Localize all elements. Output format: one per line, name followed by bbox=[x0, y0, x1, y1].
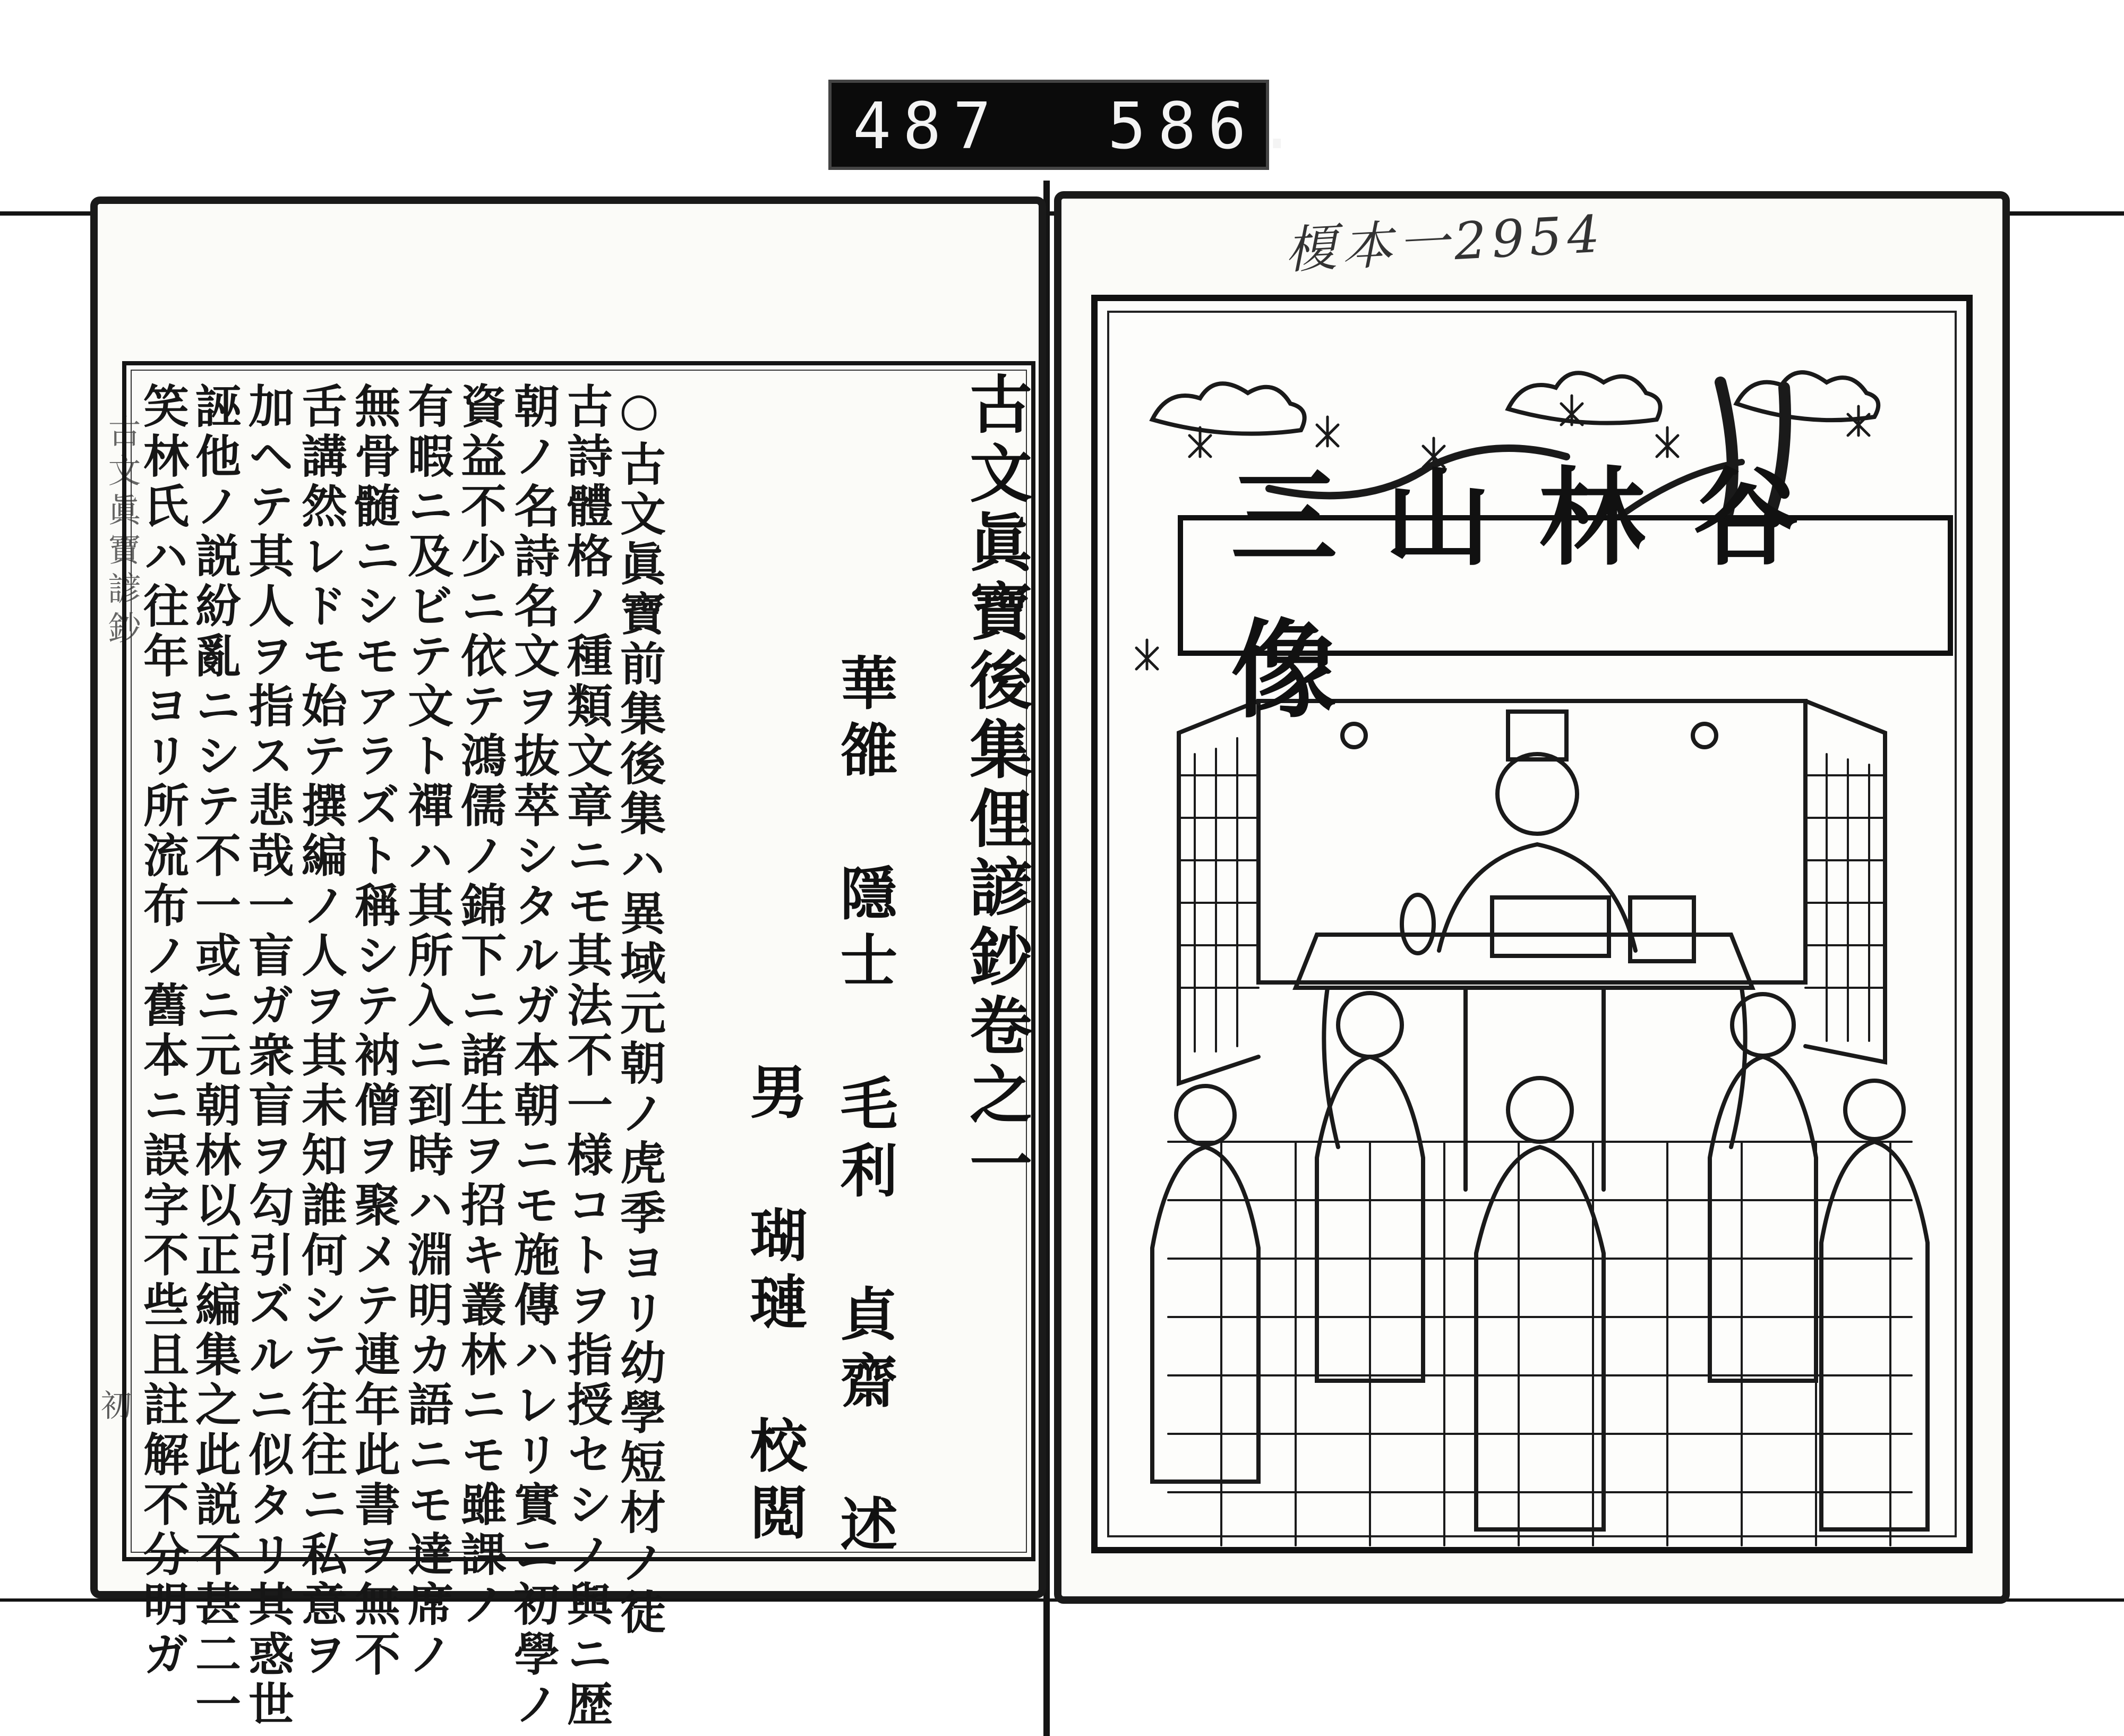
text-column: 朝ノ名詩名文ヲ抜萃シタルガ本朝ニモ施傳ハレリ實ニ初學ノ bbox=[506, 382, 560, 1730]
catalog-number-left: 487 bbox=[853, 90, 1003, 164]
tiled-floor bbox=[1168, 1142, 1912, 1545]
handwritten-shelfmark: 榎本一2954 bbox=[1283, 204, 1607, 280]
scholar-figure bbox=[1439, 712, 1635, 1190]
spine-title: 古文眞寶諺鈔 bbox=[102, 414, 141, 650]
text-column: 加ヘテ其人ヲ指ス悲哉一盲ガ衆盲ヲ勾引ズルニ似タリ其惑世 bbox=[241, 382, 294, 1730]
portrait-title-plaque bbox=[1178, 455, 1953, 733]
text-column: 笑林氏ハ往年ヨリ所流布ノ舊本ニ誤字不些且註解不分明ガ bbox=[135, 382, 189, 1680]
text-column: 資益不少ニ依テ鴻儒ノ錦下ニ諸生ヲ招キ叢林ニモ雖課ノ bbox=[453, 382, 507, 1630]
text-column: 有暇ニ及ビテ文ト禪ハ其所入ニ到時ハ淵明カ語ニモ達席ノ bbox=[400, 382, 453, 1680]
writing-desk bbox=[1296, 895, 1752, 1147]
cloud-icon bbox=[1152, 372, 1878, 433]
book-title: 古文眞寶後集俚諺鈔卷之一 bbox=[959, 372, 1033, 1200]
text-column: 舌講然レドモ始テ撰編ノ人ヲ其未知誰何シテ往往ニ私意ヲ bbox=[294, 382, 347, 1680]
author-credit: 華雒 隱士 毛利 貞齋 述 bbox=[830, 653, 897, 1561]
spine-mark: 初 bbox=[101, 1388, 132, 1424]
student-figures bbox=[1152, 993, 1928, 1529]
portrait-title: 三山林谷像 bbox=[1231, 455, 1847, 733]
text-column: 誣他ノ説紛亂ニシテ不一或ニ元朝林以正編集之此説不甚二一 bbox=[187, 382, 241, 1730]
catalog-label bbox=[828, 80, 1308, 170]
catalog-number-right: 586. bbox=[1108, 90, 1308, 164]
editor-credit: 男 瑚璉 校閲 bbox=[740, 1062, 807, 1550]
text-column: 無骨髄ニシモアラズト稱シテ衲僧ヲ聚メテ連年此書ヲ無不 bbox=[347, 382, 400, 1680]
text-column: ○古文眞寶前集後集ハ異域元朝ノ虎季ヨリ幼學短材ノ徒 bbox=[612, 382, 666, 1638]
text-column: 古詩體格ノ種類文章ニモ其法不一様コトヲ指授セシノ與ニ歴 bbox=[559, 382, 613, 1730]
